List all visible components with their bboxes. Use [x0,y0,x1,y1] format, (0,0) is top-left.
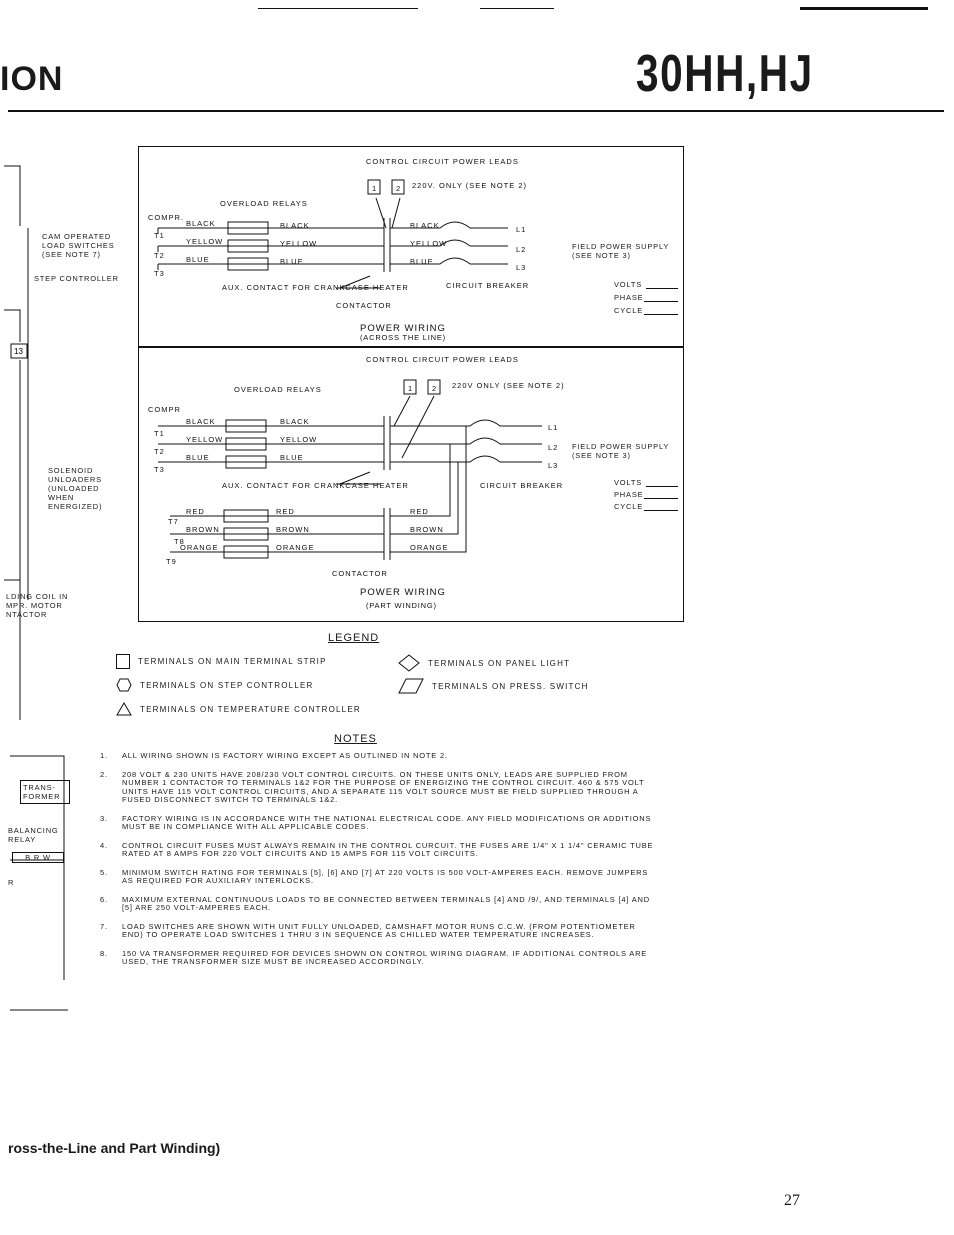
top-black-2: BLACK [280,221,310,230]
note-item [100,771,660,805]
bottom-black-1: BLACK [186,417,216,426]
top-diagram-subtitle: (ACROSS THE LINE) [360,333,446,342]
top-circuit-breaker: CIRCUIT BREAKER [446,281,530,290]
top-l1: L1 [516,225,527,234]
note-text: MINIMUM SWITCH RATING FOR TERMINALS [5], [6] AND [7] AT 220 VOLTS IS 500 VOLT-AMPERES EACH. REMOVE JUMPERS AS REQUIRED FOR AUXILIARY INTERLOCKS. [122,867,649,885]
top-t3: T3 [154,269,165,278]
note-number: 8. [100,948,108,958]
note-text: 150 VA TRANSFORMER REQUIRED FOR DEVICES SHOWN ON CONTROL WIRING DIAGRAM. IF ADDITIONAL CONTROLS ARE USED, THE TRANSFORMER SIZE MUST BE INCREASED ACCORDINGLY. [122,948,648,966]
page-number: 27 [784,1192,800,1209]
bottom-phase-line [644,498,678,499]
part-winding-diagram [140,348,680,618]
bottom-brown-3: BROWN [410,525,444,534]
legend-main-strip [116,654,327,669]
top-volts-line [646,288,678,289]
legend-step-controller [116,678,313,692]
bottom-term-1: 1 [408,384,414,393]
bottom-control-leads: CONTROL CIRCUIT POWER LEADS [366,355,519,364]
top-l2: L2 [516,245,527,254]
note-item [100,923,660,940]
terminal-13-label: 13 [14,347,23,356]
top-t2: T2 [154,251,165,260]
top-220v-note: 220V. ONLY (SEE NOTE 2) [412,181,527,190]
notes-list [100,752,660,977]
top-cycle-line [644,314,678,315]
bottom-compr: COMPR [148,405,181,414]
note-number: 1. [100,751,108,760]
note-text: 208 VOLT & 230 UNITS HAVE 208/230 VOLT CONTROL CIRCUITS. ON THESE UNITS ONLY, LEADS ARE SUPPLIED FROM NUMBER 1 CONTACTOR TO TERMINALS 1&2 FOR THE PURPOSE OF ENERGIZING THE CONTROL CIRCUIT. 460 & 575 VOLT UNITS HAVE 115 VOLT CONTROL CIRCUITS, AND A SEPARATE 115 VOLT SOURCE MUST BE FIELD SUPPLIED THROUGH A FUSED DISCONNECT SWITCH TO TERMINALS 1&2. [122,769,645,804]
bottom-l2: L2 [548,443,559,452]
legend-press-switch-text: TERMINALS ON PRESS. SWITCH [432,681,589,691]
bottom-220v-note: 220V ONLY (SEE NOTE 2) [452,381,565,390]
bottom-phase: PHASE [614,490,644,499]
bottom-t3: T3 [154,465,165,474]
note-text: MAXIMUM EXTERNAL CONTINUOUS LOADS TO BE CONNECTED BETWEEN TERMINALS [4] AND /9/, AND TERMINALS [4] AND [5] ARE 250 VOLT-AMPERES EACH. [122,894,650,912]
bottom-diagram-title: POWER WIRING [360,587,446,598]
bottom-aux-contact: AUX. CONTACT FOR CRANKCASE HEATER [222,481,409,490]
bottom-field-power: FIELD POWER SUPPLY (SEE NOTE 3) [572,442,670,460]
r-label: R [8,878,15,887]
top-overload: OVERLOAD RELAYS [220,199,308,208]
bottom-red-2: RED [276,507,295,516]
note-item [100,815,660,832]
top-term-2: 2 [396,184,402,193]
top-blue-3: BLUE [410,257,434,266]
top-rule-2 [480,8,554,9]
bottom-volts-line [646,486,678,487]
diamond-terminal-icon [398,654,420,672]
bottom-t1: T1 [154,429,165,438]
top-yellow-3: YELLOW [410,239,448,248]
bottom-brown-2: BROWN [276,525,310,534]
bottom-red-3: RED [410,507,429,516]
bottom-t7: T7 [168,517,179,526]
top-aux-contact: AUX. CONTACT FOR CRANKCASE HEATER [222,283,409,292]
bottom-t2: T2 [154,447,165,456]
bottom-blue-1: BLUE [186,453,210,462]
balancing-relay-label: BALANCING RELAY [8,826,59,844]
top-phase: PHASE [614,293,644,302]
top-compr: COMPR. [148,213,184,222]
top-diagram-title: POWER WIRING [360,323,446,334]
note-text: CONTROL CIRCUIT FUSES MUST ALWAYS REMAIN IN THE CONTROL CURCUIT. THE FUSES ARE 1/4" X 1 1/4" CERAMIC TUBE RATED AT 8 AMPS FOR 220 VOLT CIRCUITS AND 15 AMPS FOR 115 VOLT CIRCUITS. [122,840,654,858]
hexagon-terminal-icon [116,678,132,692]
note-item [100,869,660,886]
note-number: 2. [100,769,108,779]
top-term-1: 1 [372,184,378,193]
note-number: 5. [100,867,108,877]
square-terminal-icon [116,654,130,669]
coil-label: LDING COIL IN MPR. MOTOR NTACTOR [6,592,69,619]
note-item [100,842,660,859]
header-model: 30HH,HJ [636,45,814,103]
bottom-yellow-2: YELLOW [280,435,318,444]
step-controller-label: STEP CONTROLLER [34,274,119,283]
top-contactor: CONTACTOR [336,301,392,310]
bottom-black-2: BLACK [280,417,310,426]
transformer-label: TRANS- FORMER [20,780,70,804]
header-fragment: ION [0,60,64,98]
bottom-l1: L1 [548,423,559,432]
bottom-contactor: CONTACTOR [332,569,388,578]
bottom-volts: VOLTS [614,478,643,487]
top-black-3: BLACK [410,221,440,230]
notes-title: NOTES [334,733,377,745]
bottom-cycle-line [644,510,678,511]
legend-temperature [116,702,361,716]
bottom-overload: OVERLOAD RELAYS [234,385,322,394]
figure-caption: ross-the-Line and Part Winding) [8,1140,221,1156]
top-control-leads: CONTROL CIRCUIT POWER LEADS [366,157,519,166]
top-volts: VOLTS [614,280,643,289]
note-item [100,950,660,967]
legend-main-strip-text: TERMINALS ON MAIN TERMINAL STRIP [138,657,327,666]
top-cycle: CYCLE [614,306,644,315]
bottom-term-2: 2 [432,384,438,393]
top-field-power: FIELD POWER SUPPLY (SEE NOTE 3) [572,242,670,260]
top-yellow-2: YELLOW [280,239,318,248]
bottom-orange-3: ORANGE [410,543,449,552]
bottom-t9: T9 [166,557,177,566]
note-text: FACTORY WIRING IS IN ACCORDANCE WITH THE NATIONAL ELECTRICAL CODE. ANY FIELD MODIFICATIONS OR ADDITIONS MUST BE IN COMPLIANCE WITH ALL APPLICABLE CODES. [122,813,652,831]
top-yellow-1: YELLOW [186,237,224,246]
note-number: 3. [100,813,108,823]
bottom-l3: L3 [548,461,559,470]
bottom-orange-2: ORANGE [276,543,315,552]
top-black-1: BLACK [186,219,216,228]
brw-terminals: B R W [12,852,64,863]
bottom-cycle: CYCLE [614,502,644,511]
top-phase-line [644,301,678,302]
solenoid-label: SOLENOID UNLOADERS (UNLOADED WHEN ENERGIZED) [48,466,103,511]
legend-panel-light-text: TERMINALS ON PANEL LIGHT [428,658,571,668]
legend-temperature-text: TERMINALS ON TEMPERATURE CONTROLLER [140,704,361,714]
top-rule-3 [800,7,928,10]
legend-press-switch [398,678,589,694]
bottom-circuit-breaker: CIRCUIT BREAKER [480,481,564,490]
legend-panel-light [398,654,570,672]
bottom-diagram-subtitle: (PART WINDING) [366,601,437,610]
note-item [100,896,660,913]
top-blue-2: BLUE [280,257,304,266]
bottom-yellow-1: YELLOW [186,435,224,444]
legend-step-controller-text: TERMINALS ON STEP CONTROLLER [140,680,314,690]
bottom-orange-1: ORANGE [180,543,219,552]
top-rule-1 [258,8,418,9]
bottom-brown-1: BROWN [186,525,220,534]
note-number: 4. [100,840,108,850]
note-number: 7. [100,921,108,931]
note-text: LOAD SWITCHES ARE SHOWN WITH UNIT FULLY UNLOADED, CAMSHAFT MOTOR RUNS C.C.W. (FROM POTENTIOMETER END) TO OPERATE LOAD SWITCHES 1 THRU 3 IN SEQUENCE AS CHILLED WATER TEMPERATURE INCREASES. [122,921,636,939]
note-text: ALL WIRING SHOWN IS FACTORY WIRING EXCEPT AS OUTLINED IN NOTE 2. [122,751,448,760]
top-l3: L3 [516,263,527,272]
header-rule [8,110,944,112]
legend-title: LEGEND [328,632,380,644]
bottom-t8: T8 [174,537,185,546]
note-number: 6. [100,894,108,904]
top-blue-1: BLUE [186,255,210,264]
parallelogram-terminal-icon [398,678,424,694]
cam-switch-label: CAM OPERATED LOAD SWITCHES (SEE NOTE 7) [42,232,115,259]
bottom-blue-2: BLUE [280,453,304,462]
note-item [100,752,660,761]
top-t1: T1 [154,231,165,240]
triangle-terminal-icon [116,702,132,716]
bottom-red-1: RED [186,507,205,516]
